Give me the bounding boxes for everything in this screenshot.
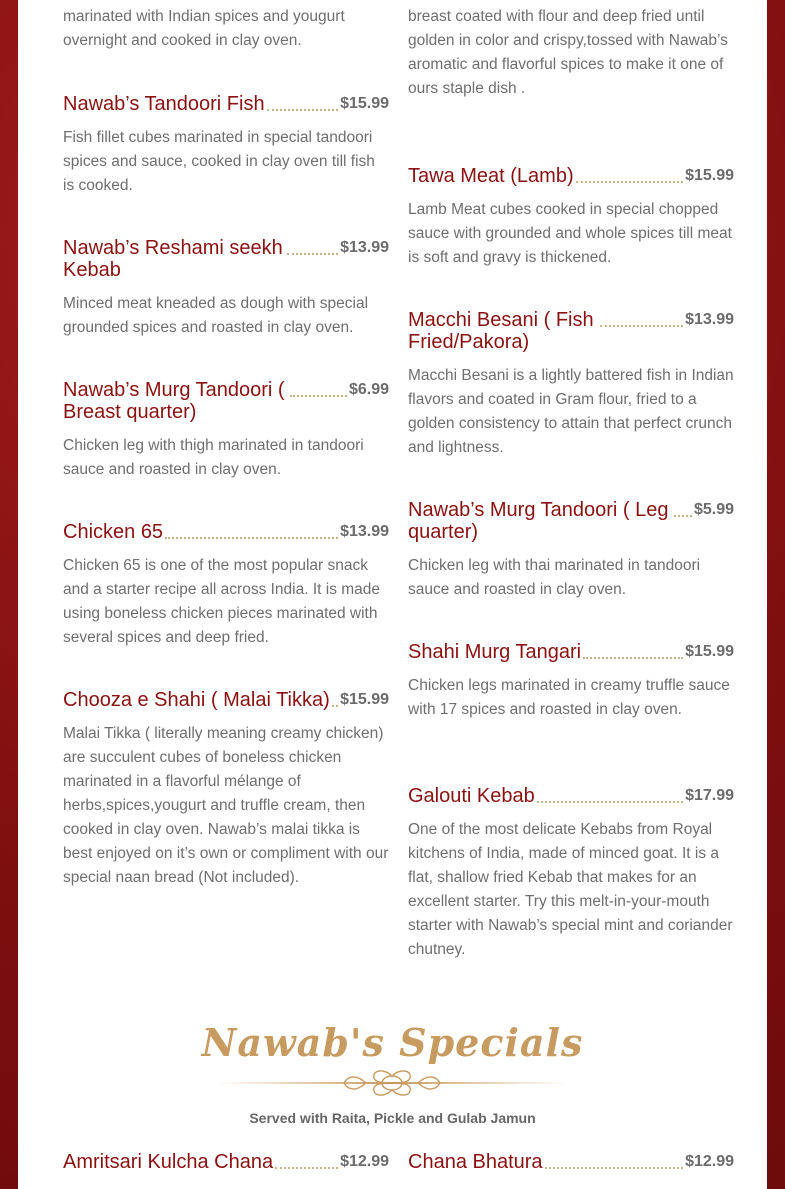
item-name: Amritsari Kulcha Chana bbox=[63, 1151, 274, 1173]
item-description: Chicken 65 is one of the most popular snack and a starter recipe all across India. It is made using boneless chicken pieces marinated with several spices and deep fried. bbox=[63, 557, 381, 646]
section-subtitle: Served with Raita, Pickle and Gulab Jamun bbox=[249, 1110, 536, 1126]
dot-leader bbox=[275, 1151, 338, 1169]
item-name: Shahi Murg Tangari bbox=[408, 641, 582, 663]
dot-leader bbox=[290, 379, 347, 397]
dot-leader bbox=[600, 309, 683, 327]
item-description: Chicken leg with thigh marinated in tandoori sauce and roasted in clay oven. bbox=[63, 437, 364, 478]
item-price: $12.99 bbox=[685, 1153, 734, 1170]
item-description: Lamb Meat cubes cooked in special chopped sauce with grounded and whole spices till meat is soft and gravy is thickened. bbox=[408, 201, 732, 266]
item-name: Nawab’s Murg Tandoori ( Leg quarter) bbox=[408, 499, 669, 543]
dot-leader bbox=[545, 1151, 684, 1169]
item-description: Fish fillet cubes marinated in special tandoori spices and sauce, cooked in clay oven till fish is cooked. bbox=[63, 129, 375, 194]
dot-leader bbox=[287, 237, 338, 255]
item-price: $15.99 bbox=[685, 167, 734, 184]
menu-item[interactable] bbox=[408, 785, 734, 962]
menu-item[interactable] bbox=[408, 641, 734, 722]
menu-item[interactable] bbox=[408, 165, 734, 270]
item-description: Chicken leg with thai marinated in tandoori sauce and roasted in clay oven. bbox=[408, 557, 701, 598]
item-price: $13.99 bbox=[340, 239, 389, 256]
section-title: Nawab's Specials bbox=[201, 1020, 584, 1065]
dot-leader bbox=[537, 785, 683, 803]
item-price: $15.99 bbox=[340, 691, 389, 708]
dot-leader bbox=[576, 165, 683, 183]
item-price: $5.99 bbox=[693, 501, 734, 518]
item-name: Nawab’s Tandoori Fish bbox=[63, 93, 265, 115]
menu-item[interactable] bbox=[63, 237, 389, 340]
ornament-divider-icon bbox=[216, 1066, 568, 1100]
item-description: marinated with Indian spices and yougurt overnight and cooked in clay oven. bbox=[63, 8, 345, 49]
item-price: $15.99 bbox=[340, 95, 389, 112]
menu-item[interactable] bbox=[63, 521, 389, 650]
item-name: Macchi Besani ( Fish Fried/Pakora) bbox=[408, 309, 594, 353]
dot-leader bbox=[267, 93, 338, 111]
item-price: $15.99 bbox=[685, 643, 734, 660]
item-name: Chana Bhatura bbox=[408, 1151, 543, 1173]
menu-item[interactable] bbox=[63, 689, 389, 890]
item-name: Galouti Kebab bbox=[408, 785, 535, 807]
item-name: Nawab’s Reshami seekh Kebab bbox=[63, 237, 283, 281]
item-price: $6.99 bbox=[348, 381, 389, 398]
dot-leader bbox=[583, 641, 683, 659]
item-description: Chicken legs marinated in creamy truffle sauce with 17 spices and roasted in clay oven. bbox=[408, 677, 730, 718]
dot-leader bbox=[165, 521, 338, 539]
item-price: $12.99 bbox=[340, 1153, 389, 1170]
item-price: $13.99 bbox=[685, 311, 734, 328]
menu-item[interactable] bbox=[63, 379, 389, 482]
item-name: Nawab’s Murg Tandoori ( Breast quarter) bbox=[63, 379, 285, 423]
menu-item[interactable] bbox=[63, 1151, 389, 1173]
item-name: Chooza e Shahi ( Malai Tikka) bbox=[63, 689, 330, 711]
item-description: One of the most delicate Kebabs from Royal kitchens of India, made of minced goat. It is a flat, shallow fried Kebab that makes for an excellent starter. Try this melt-in-your-mouth starter with Nawab’s special mint and coriander chutney. bbox=[408, 821, 733, 958]
dot-leader bbox=[332, 689, 338, 707]
item-price: $13.99 bbox=[340, 523, 389, 540]
menu-item[interactable] bbox=[408, 309, 734, 460]
item-name: Tawa Meat (Lamb) bbox=[408, 165, 574, 187]
menu-item[interactable] bbox=[408, 1151, 734, 1173]
item-name: Chicken 65 bbox=[63, 521, 164, 543]
menu-item[interactable] bbox=[63, 93, 389, 198]
item-description: Macchi Besani is a lightly battered fish in Indian flavors and coated in Gram flour, fried to a golden consistency to attain that perfect crunch and lightness. bbox=[408, 367, 734, 456]
specials-header bbox=[18, 1012, 767, 1074]
menu-page bbox=[18, 0, 767, 1189]
dot-leader bbox=[674, 499, 692, 517]
item-description: breast coated with flour and deep fried until golden in color and crispy,tossed with Nawab’s aromatic and flavorful spices to make it one of ours staple dish . bbox=[408, 8, 728, 97]
item-price: $17.99 bbox=[685, 787, 734, 804]
item-description: Malai Tikka ( literally meaning creamy chicken) are succulent cubes of boneless chicken marinated in a flavorful mélange of herbs,spices,yougurt and truffle cream, then cooked in clay oven. Nawab’s malai tikka is best enjoyed on it’s own or compliment with our special naan bread (Not included). bbox=[63, 725, 389, 886]
menu-item[interactable] bbox=[408, 499, 734, 602]
item-description: Minced meat kneaded as dough with special grounded spices and roasted in clay oven. bbox=[63, 295, 369, 336]
